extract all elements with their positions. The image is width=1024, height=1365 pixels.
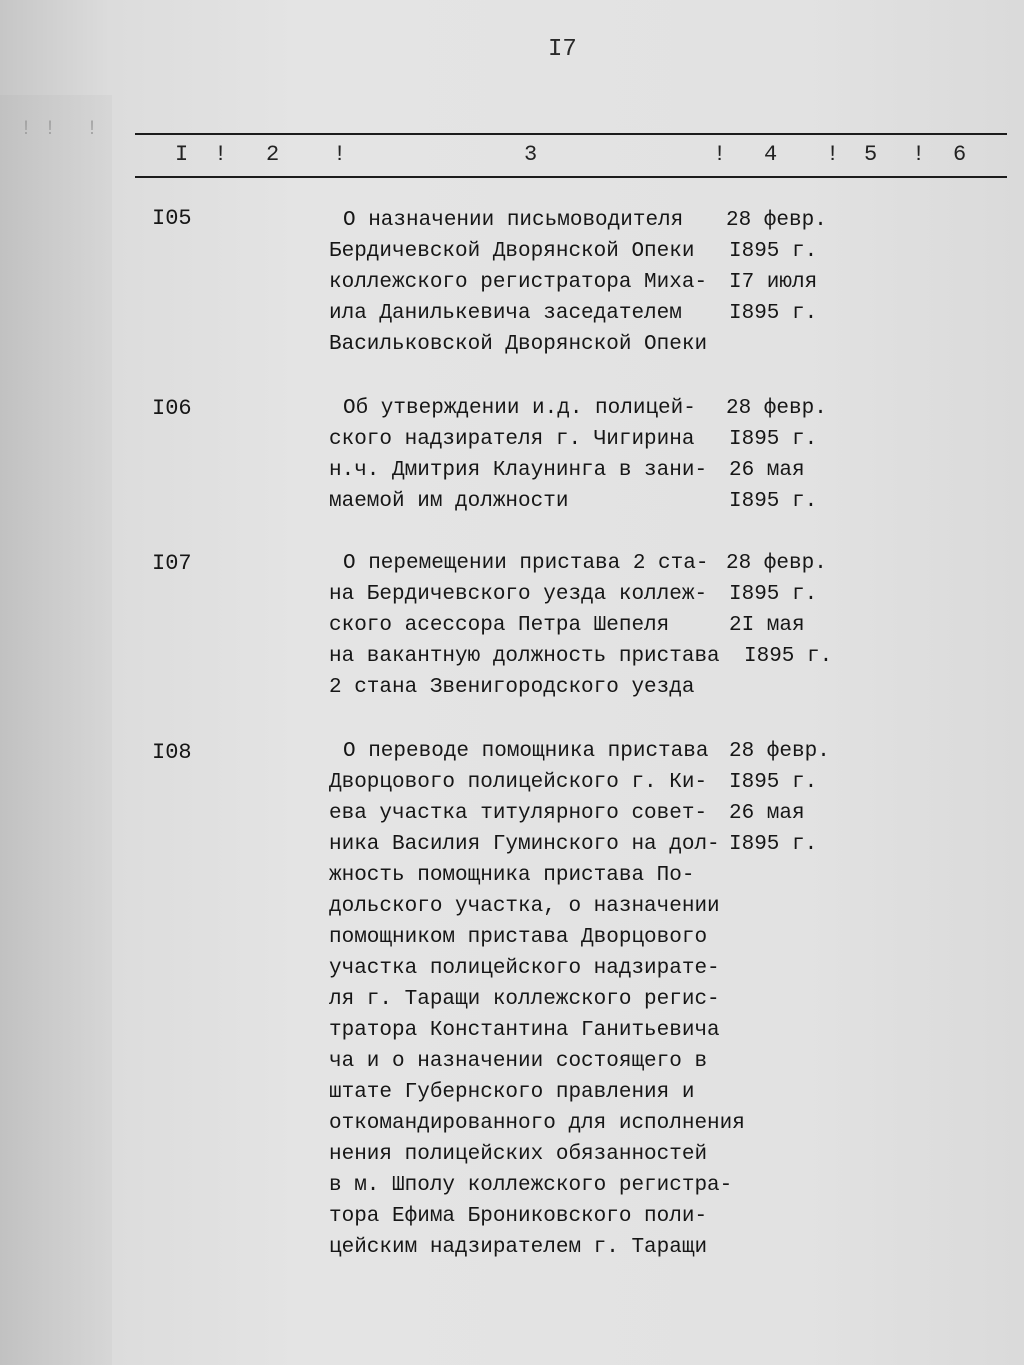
entry-text-line: Об утверждении и.д. полицей- — [343, 397, 696, 420]
entry-text-line: участка полицейского надзирате- — [329, 957, 720, 980]
entry-text-line: тратора Константина Ганитьевича — [329, 1019, 720, 1042]
entry-text-line: Дворцового полицейского г. Ки- — [329, 771, 708, 794]
entry-text-line: н.ч. Дмитрия Клаунинга в зани- — [329, 459, 708, 482]
adjacent-page-edge — [0, 95, 112, 1365]
entry-date: I895 г. — [729, 428, 818, 451]
entry-number: I05 — [152, 206, 192, 231]
entry-date: 28 февр. — [726, 209, 827, 232]
entry-text-line: О назначении письмоводителя — [343, 209, 684, 232]
column-header-5: 5 — [864, 142, 878, 167]
entry-text-line: в м. Шполу коллежского регистра- — [329, 1174, 733, 1197]
column-separator: ! — [826, 142, 840, 167]
entry-number: I08 — [152, 740, 192, 765]
entry-date: I895 г. — [744, 645, 833, 668]
entry-date: I895 г. — [729, 583, 818, 606]
entry-text-line: О переводе помощника пристава — [343, 740, 709, 763]
column-separator: ! — [912, 142, 926, 167]
entry-date: 28 февр. — [726, 552, 827, 575]
entry-number: I07 — [152, 551, 192, 576]
entry-number: I06 — [152, 396, 192, 421]
entry-date: I895 г. — [729, 833, 818, 856]
entry-text-line: Васильковской Дворянской Опеки — [329, 333, 708, 356]
entry-text-line: коллежского регистратора Миха- — [329, 271, 708, 294]
column-separator: ! — [333, 142, 347, 167]
entry-text-line: ского асессора Петра Шепеля — [329, 614, 670, 637]
column-header-3: 3 — [524, 142, 538, 167]
entry-date: 26 мая — [729, 802, 805, 825]
column-separator: ! — [214, 142, 228, 167]
entry-date: 28 февр. — [726, 397, 827, 420]
entry-date: 26 мая — [729, 459, 805, 482]
entry-text-line: тора Ефима Брониковского поли- — [329, 1205, 708, 1228]
entry-text-line: ника Василия Гуминского на дол- — [329, 833, 720, 856]
entry-date: I895 г. — [729, 771, 818, 794]
table-top-rule — [135, 133, 1007, 135]
entry-date: I895 г. — [729, 302, 818, 325]
entry-text-line: ля г. Таращи коллежского регис- — [329, 988, 720, 1011]
entry-text-line: ского надзирателя г. Чигирина — [329, 428, 695, 451]
entry-date: I7 июля — [729, 271, 818, 294]
column-header-2: 2 — [266, 142, 280, 167]
entry-text-line: жность помощника пристава По- — [329, 864, 695, 887]
entry-text-line: откомандированного для исполнения — [329, 1112, 745, 1135]
entry-text-line: цейским надзирателем г. Таращи — [329, 1236, 708, 1259]
entry-text-line: ча и о назначении состоящего в — [329, 1050, 708, 1073]
entry-text-line: дольского участка, о назначении — [329, 895, 720, 918]
page-number: I7 — [548, 36, 577, 63]
column-header-4: 4 — [764, 142, 778, 167]
entry-date: 2I мая — [729, 614, 805, 637]
entry-text-line: штате Губернского правления и — [329, 1081, 695, 1104]
column-header-6: 6 — [953, 142, 967, 167]
entry-date: 28 февр. — [729, 740, 830, 763]
entry-text-line: нения полицейских обязанностей — [329, 1143, 708, 1166]
entry-date: I895 г. — [729, 240, 818, 263]
entry-text-line: маемой им должности — [329, 490, 569, 513]
entry-date: I895 г. — [729, 490, 818, 513]
column-header-1: I — [175, 142, 189, 167]
entry-text-line: на Бердичевского уезда коллеж- — [329, 583, 708, 606]
table-header-rule — [135, 176, 1007, 178]
entry-text-line: на вакантную должность пристава — [329, 645, 720, 668]
edge-mark: ! — [86, 118, 99, 141]
entry-text-line: ила Данилькевича заседателем — [329, 302, 682, 325]
edge-mark: ! ! — [20, 118, 57, 141]
entry-text-line: ева участка титулярного совет- — [329, 802, 708, 825]
entry-text-line: О перемещении пристава 2 ста- — [343, 552, 709, 575]
column-separator: ! — [713, 142, 727, 167]
entry-text-line: помощником пристава Дворцового — [329, 926, 708, 949]
entry-text-line: Бердичевской Дворянской Опеки — [329, 240, 695, 263]
entry-text-line: 2 стана Звенигородского уезда — [329, 676, 695, 699]
